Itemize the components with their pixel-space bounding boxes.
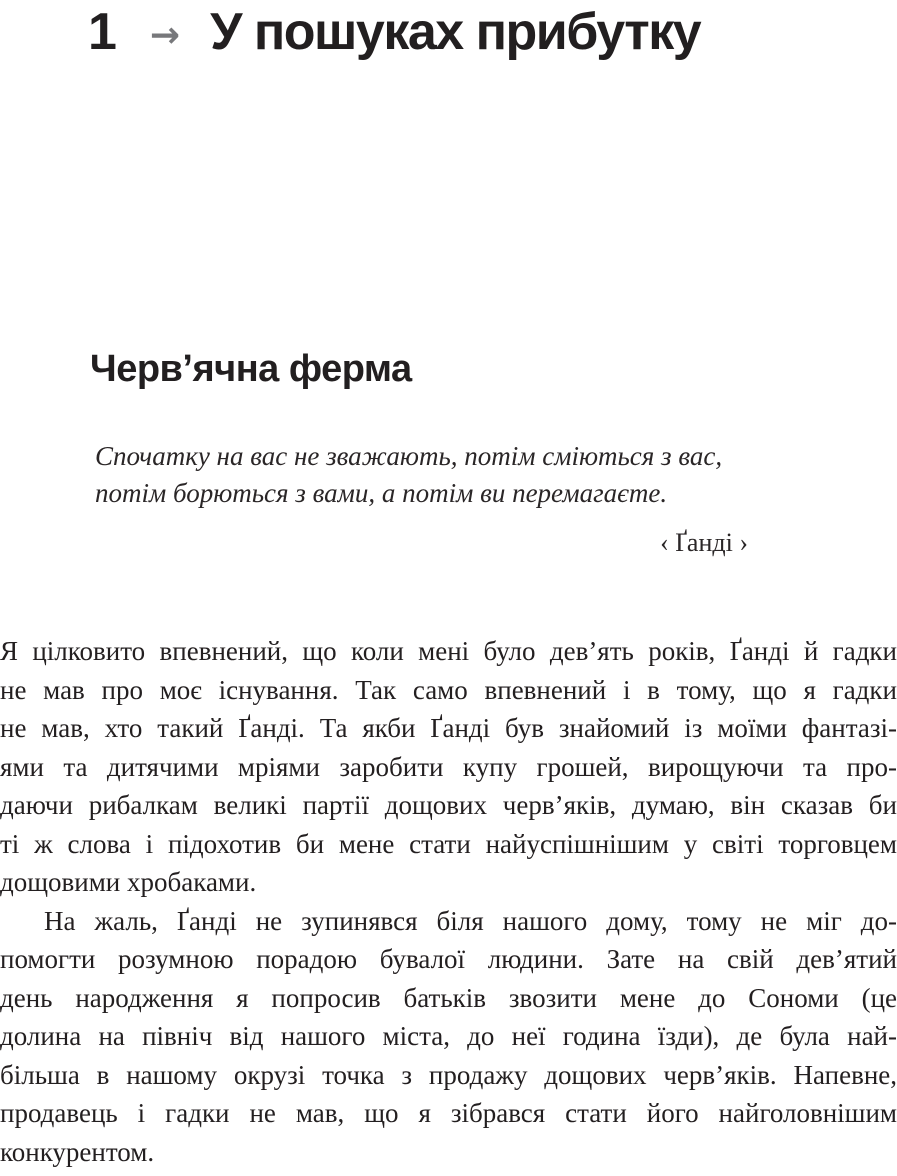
body-line: не мав про моє існування. Так само впевнений і в тому, що я гадки xyxy=(0,674,897,705)
body-line: день народження я попросив батьків звозити мене до Сономи (це xyxy=(0,982,897,1013)
epigraph xyxy=(95,438,790,561)
body-line: дощовими хробаками. xyxy=(0,867,257,897)
epigraph-line-1: Спочатку на вас не зважають, потім сміються з вас, xyxy=(95,441,723,471)
body-line: конкурентом. xyxy=(0,1136,155,1167)
body-line: ті ж слова і підохотив би мене стати найуспішнішим у світі торговцем xyxy=(0,828,897,859)
body-line: ями та дитячими мріями заробити купу грошей, вирощуючи та про- xyxy=(0,751,897,782)
epigraph-attribution: ‹ Ґанді › xyxy=(660,528,748,557)
section-heading: Черв’ячна ферма xyxy=(90,348,412,390)
body-text xyxy=(0,632,897,1171)
body-line: даючи рибалкам великі партії дощових черв’яків, думаю, він сказав би xyxy=(0,790,897,820)
body-line: помогти розумною порадою бувалої людини. Зате на свій дев’ятий xyxy=(0,944,897,974)
body-line: більша в нашому окрузі точка з продажу дощових черв’яків. Напевне, xyxy=(0,1059,897,1090)
chapter-header xyxy=(88,0,700,64)
body-line: не мав, хто такий Ґанді. Та якби Ґанді був знайомий із моїми фантазі- xyxy=(0,713,897,743)
chapter-number: 1 xyxy=(88,3,116,61)
body-line: продавець і гадки не мав, що я зібрався стати його найголовнішим xyxy=(0,1098,897,1128)
body-line: На жаль, Ґанді не зупинявся біля нашого дому, тому не міг до- xyxy=(44,905,897,936)
body-line: Я цілковито впевнений, що коли мені було дев’ять років, Ґанді й гадки xyxy=(0,636,897,666)
body-line: долина на північ від нашого міста, до неї година їзди), де була най- xyxy=(0,1021,897,1051)
arrow-right-icon: → xyxy=(149,15,181,56)
epigraph-line-2: потім борються з вами, а потім ви перемагаєте. xyxy=(95,478,668,508)
chapter-title: У пошуках прибутку xyxy=(210,3,701,61)
